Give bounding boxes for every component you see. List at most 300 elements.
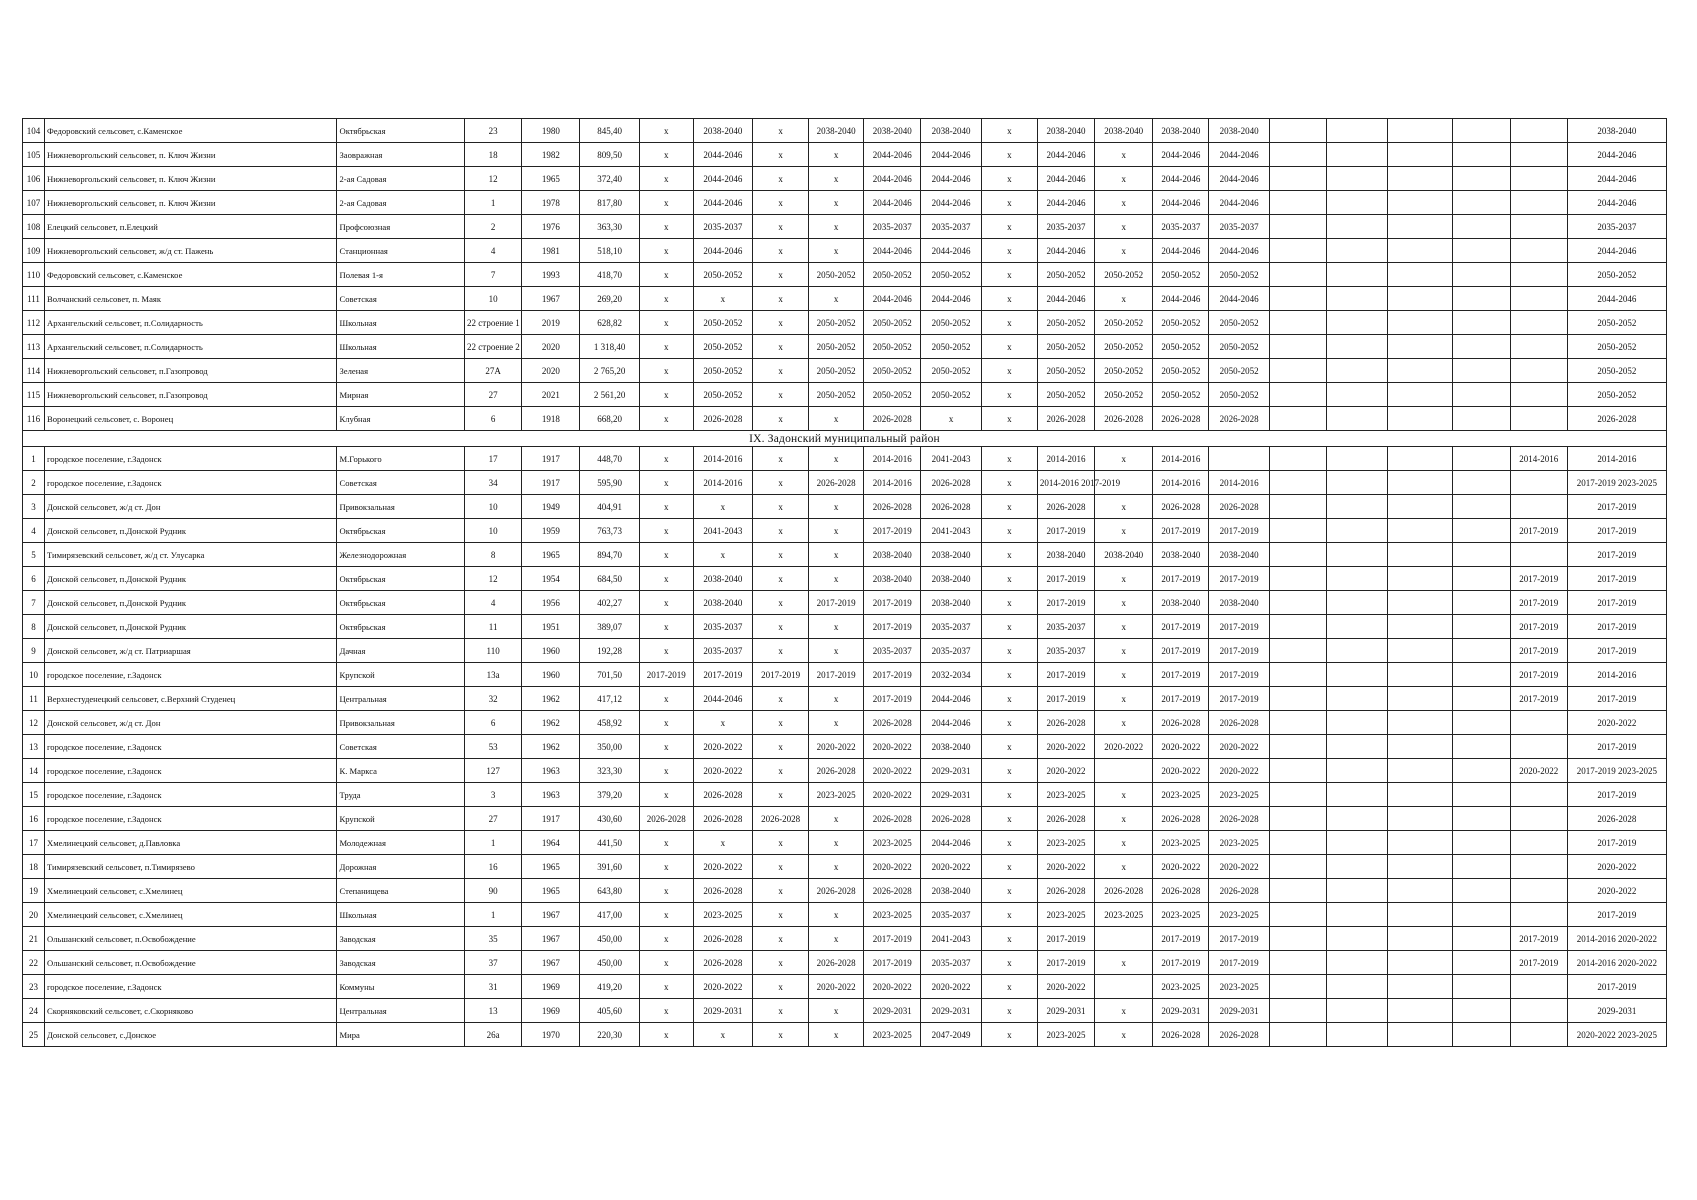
period-cell: 2020-2022 <box>1037 759 1094 783</box>
street-cell: Привокзальная <box>337 711 465 735</box>
period-cell: х <box>639 975 693 999</box>
row-number: 105 <box>23 143 45 167</box>
table-row <box>23 687 1667 711</box>
period-cell: 2026-2028 <box>1209 711 1269 735</box>
year-cell: 1978 <box>522 191 580 215</box>
year-cell: 1969 <box>522 975 580 999</box>
year-cell: 1969 <box>522 999 580 1023</box>
period-cell <box>1510 335 1567 359</box>
period-cell <box>1327 543 1387 567</box>
period-cell <box>1387 143 1453 167</box>
period-cell: 2017-2019 <box>1037 519 1094 543</box>
period-cell: х <box>981 783 1037 807</box>
period-cell: 2050-2052 <box>921 383 981 407</box>
period-cell: х <box>981 735 1037 759</box>
table-row <box>23 287 1667 311</box>
period-cell: 2023-2025 <box>1095 903 1153 927</box>
period-cell: 2017-2019 <box>1037 687 1094 711</box>
period-cell <box>1387 639 1453 663</box>
period-cell: 2017-2019 <box>1209 687 1269 711</box>
period-cell <box>1269 951 1326 975</box>
period-cell: 2014-2016 <box>693 471 752 495</box>
period-cell <box>1327 215 1387 239</box>
period-cell: 2017-2019 <box>639 663 693 687</box>
period-cell <box>1269 471 1326 495</box>
period-cell: 2038-2040 <box>1037 119 1094 143</box>
street-cell: Советская <box>337 735 465 759</box>
period-cell: 2020-2022 <box>921 975 981 999</box>
house-cell: 37 <box>465 951 522 975</box>
period-cell: 2017-2019 <box>1153 567 1209 591</box>
period-cell: х <box>753 335 809 359</box>
street-cell: Станционная <box>337 239 465 263</box>
area-cell: 450,00 <box>580 951 639 975</box>
period-cell <box>1269 215 1326 239</box>
period-cell <box>1327 975 1387 999</box>
area-cell: 418,70 <box>580 263 639 287</box>
period-cell: 2050-2052 <box>1095 335 1153 359</box>
period-cell <box>1327 239 1387 263</box>
period-cell <box>1453 287 1510 311</box>
period-cell: 2017-2019 <box>1567 903 1666 927</box>
table-body-top <box>23 119 1667 431</box>
period-cell: х <box>639 239 693 263</box>
address-cell: городское поселение, г.Задонск <box>44 807 337 831</box>
year-cell: 1993 <box>522 263 580 287</box>
table-row <box>23 615 1667 639</box>
period-cell: х <box>639 471 693 495</box>
period-cell: 2017-2019 <box>1510 591 1567 615</box>
house-cell: 1 <box>465 903 522 927</box>
period-cell <box>1327 311 1387 335</box>
period-cell: 2038-2040 <box>864 119 921 143</box>
house-cell: 6 <box>465 407 522 431</box>
period-cell: 2023-2025 <box>1037 903 1094 927</box>
table-row <box>23 855 1667 879</box>
period-cell <box>1269 879 1326 903</box>
period-cell: 2044-2046 <box>1037 167 1094 191</box>
period-cell <box>1327 263 1387 287</box>
period-cell <box>1269 855 1326 879</box>
address-cell: Хмелинецкий сельсовет, с.Хмелинец <box>44 879 337 903</box>
period-cell: 2014-2016 <box>1153 447 1209 471</box>
period-cell <box>1327 735 1387 759</box>
period-cell: 2026-2028 <box>1209 879 1269 903</box>
year-cell: 2021 <box>522 383 580 407</box>
period-cell: 2050-2052 <box>864 359 921 383</box>
period-cell: 2020-2022 <box>864 759 921 783</box>
period-cell <box>1387 567 1453 591</box>
period-cell: х <box>981 359 1037 383</box>
row-number: 107 <box>23 191 45 215</box>
period-cell: х <box>1095 215 1153 239</box>
period-cell: х <box>809 407 864 431</box>
period-cell: 2014-2016 <box>864 471 921 495</box>
period-cell: х <box>809 567 864 591</box>
period-cell: 2050-2052 <box>864 383 921 407</box>
period-cell <box>1510 735 1567 759</box>
period-cell: х <box>1095 615 1153 639</box>
period-cell: х <box>809 615 864 639</box>
year-cell: 1960 <box>522 639 580 663</box>
row-number: 108 <box>23 215 45 239</box>
address-cell: Хмелинецкий сельсовет, с.Хмелинец <box>44 903 337 927</box>
row-number: 9 <box>23 639 45 663</box>
period-cell: 2020-2022 <box>864 735 921 759</box>
period-cell <box>1510 831 1567 855</box>
area-cell: 628,82 <box>580 311 639 335</box>
year-cell: 1964 <box>522 831 580 855</box>
period-cell: 2038-2040 <box>1153 591 1209 615</box>
row-number: 113 <box>23 335 45 359</box>
period-cell: х <box>981 879 1037 903</box>
period-cell: х <box>753 687 809 711</box>
address-cell: городское поселение, г.Задонск <box>44 759 337 783</box>
period-cell: 2050-2052 <box>809 335 864 359</box>
period-cell: х <box>639 519 693 543</box>
period-cell: 2044-2046 <box>1209 167 1269 191</box>
period-cell: 2023-2025 <box>1037 1023 1094 1047</box>
area-cell: 448,70 <box>580 447 639 471</box>
period-cell: 2017-2019 <box>1567 975 1666 999</box>
period-cell: 2017-2019 <box>1510 519 1567 543</box>
period-cell <box>1327 471 1387 495</box>
house-cell: 4 <box>465 239 522 263</box>
period-cell: 2038-2040 <box>921 879 981 903</box>
period-cell: х <box>809 711 864 735</box>
house-cell: 6 <box>465 711 522 735</box>
period-cell: 2026-2028 <box>1209 807 1269 831</box>
period-cell: х <box>639 999 693 1023</box>
period-cell <box>1453 311 1510 335</box>
section-row <box>23 431 1667 447</box>
period-cell: 2014-2016 2020-2022 <box>1567 951 1666 975</box>
period-cell: 2023-2025 <box>864 903 921 927</box>
period-cell <box>1510 999 1567 1023</box>
period-cell: 2032-2034 <box>921 663 981 687</box>
period-cell: х <box>639 383 693 407</box>
house-cell: 12 <box>465 167 522 191</box>
period-cell: 2050-2052 <box>693 359 752 383</box>
period-cell <box>1510 287 1567 311</box>
period-cell: 2050-2052 <box>921 311 981 335</box>
period-cell: 2035-2037 <box>1567 215 1666 239</box>
table-row <box>23 167 1667 191</box>
period-cell: х <box>753 951 809 975</box>
period-cell: 2017-2019 2023-2025 <box>1567 471 1666 495</box>
period-cell: 2026-2028 <box>693 807 752 831</box>
period-cell: 2050-2052 <box>1209 263 1269 287</box>
year-cell: 1917 <box>522 447 580 471</box>
period-cell: х <box>753 191 809 215</box>
period-cell: 2026-2028 <box>809 951 864 975</box>
period-cell: 2044-2046 <box>1037 239 1094 263</box>
period-cell: х <box>1095 447 1153 471</box>
period-cell: 2014-2016 <box>693 447 752 471</box>
period-cell: х <box>981 711 1037 735</box>
period-cell: 2029-2031 <box>921 999 981 1023</box>
period-cell <box>1453 807 1510 831</box>
period-cell: 2050-2052 <box>1037 335 1094 359</box>
area-cell: 450,00 <box>580 927 639 951</box>
period-cell <box>1453 927 1510 951</box>
period-cell: х <box>981 591 1037 615</box>
period-cell: 2026-2028 <box>693 879 752 903</box>
period-cell: 2035-2037 <box>864 215 921 239</box>
period-cell <box>1453 663 1510 687</box>
period-cell: 2017-2019 <box>1209 519 1269 543</box>
period-cell <box>1453 447 1510 471</box>
period-cell: 2026-2028 <box>1153 807 1209 831</box>
area-cell: 363,30 <box>580 215 639 239</box>
period-cell: 2020-2022 <box>693 735 752 759</box>
period-cell <box>1327 407 1387 431</box>
period-cell: х <box>693 1023 752 1047</box>
period-cell <box>1327 567 1387 591</box>
period-cell: 2044-2046 <box>921 287 981 311</box>
period-cell: 2017-2019 <box>1037 927 1094 951</box>
period-cell <box>1269 807 1326 831</box>
period-cell <box>1453 567 1510 591</box>
period-cell: 2035-2037 <box>693 639 752 663</box>
year-cell: 1980 <box>522 119 580 143</box>
period-cell: 2050-2052 <box>809 383 864 407</box>
house-cell: 10 <box>465 287 522 311</box>
period-cell: х <box>809 239 864 263</box>
row-number: 10 <box>23 663 45 687</box>
address-cell: городское поселение, г.Задонск <box>44 471 337 495</box>
period-cell <box>1453 711 1510 735</box>
period-cell: х <box>981 855 1037 879</box>
period-cell: 2044-2046 <box>1209 287 1269 311</box>
row-number: 21 <box>23 927 45 951</box>
period-cell: 2020-2022 <box>1209 855 1269 879</box>
row-number: 16 <box>23 807 45 831</box>
table-row <box>23 567 1667 591</box>
period-cell: 2050-2052 <box>1153 335 1209 359</box>
period-cell: 2026-2028 <box>864 879 921 903</box>
period-cell: 2029-2031 <box>864 999 921 1023</box>
period-cell: х <box>981 615 1037 639</box>
period-cell: 2017-2019 <box>1567 567 1666 591</box>
period-cell <box>1453 903 1510 927</box>
address-cell: Нижневоргольский сельсовет, п.Газопровод <box>44 359 337 383</box>
area-cell: 701,50 <box>580 663 639 687</box>
period-cell: х <box>981 519 1037 543</box>
street-cell: 2-ая Садовая <box>337 167 465 191</box>
period-cell: 2023-2025 <box>1209 783 1269 807</box>
period-cell: 2014-2016 2017-2019 <box>1037 471 1094 495</box>
address-cell: Воронецкий сельсовет, с. Воронец <box>44 407 337 431</box>
period-cell: 2017-2019 <box>809 663 864 687</box>
row-number: 106 <box>23 167 45 191</box>
period-cell: х <box>639 263 693 287</box>
period-cell: х <box>1095 567 1153 591</box>
period-cell: 2020-2022 <box>1209 735 1269 759</box>
year-cell: 1959 <box>522 519 580 543</box>
period-cell: х <box>981 263 1037 287</box>
house-cell: 127 <box>465 759 522 783</box>
period-cell <box>1510 167 1567 191</box>
period-cell <box>1510 495 1567 519</box>
period-cell: 2026-2028 <box>1153 711 1209 735</box>
period-cell <box>1453 239 1510 263</box>
street-cell: Заовражная <box>337 143 465 167</box>
period-cell: 2044-2046 <box>921 143 981 167</box>
table-row <box>23 951 1667 975</box>
period-cell: 2044-2046 <box>693 167 752 191</box>
address-cell: Донской сельсовет, п.Донской Рудник <box>44 519 337 543</box>
period-cell <box>1453 615 1510 639</box>
year-cell: 1949 <box>522 495 580 519</box>
period-cell <box>1269 311 1326 335</box>
period-cell: х <box>639 119 693 143</box>
area-cell: 1 318,40 <box>580 335 639 359</box>
period-cell <box>1453 831 1510 855</box>
period-cell: 2044-2046 <box>1037 191 1094 215</box>
period-cell <box>1269 447 1326 471</box>
period-cell: 2026-2028 <box>693 951 752 975</box>
document-sheet <box>22 118 1667 1047</box>
period-cell: 2020-2022 <box>1153 735 1209 759</box>
period-cell: х <box>981 759 1037 783</box>
house-cell: 27 <box>465 383 522 407</box>
period-cell: 2035-2037 <box>693 615 752 639</box>
period-cell <box>1453 359 1510 383</box>
year-cell: 1981 <box>522 239 580 263</box>
period-cell <box>1387 495 1453 519</box>
period-cell: х <box>981 999 1037 1023</box>
period-cell: 2026-2028 <box>639 807 693 831</box>
year-cell: 1954 <box>522 567 580 591</box>
period-cell: 2026-2028 <box>864 807 921 831</box>
period-cell: 2026-2028 <box>1037 711 1094 735</box>
street-cell: М.Горького <box>337 447 465 471</box>
street-cell: Крупской <box>337 663 465 687</box>
period-cell: 2038-2040 <box>1209 543 1269 567</box>
table-row <box>23 495 1667 519</box>
house-cell: 90 <box>465 879 522 903</box>
house-cell: 7 <box>465 263 522 287</box>
period-cell: 2020-2022 <box>864 855 921 879</box>
area-cell: 441,50 <box>580 831 639 855</box>
period-cell: 2050-2052 <box>1095 311 1153 335</box>
period-cell: 2026-2028 <box>1567 807 1666 831</box>
period-cell: х <box>639 687 693 711</box>
period-cell: х <box>639 639 693 663</box>
period-cell: 2026-2028 <box>1095 879 1153 903</box>
period-cell: 2020-2022 <box>1037 735 1094 759</box>
period-cell: 2044-2046 <box>1153 167 1209 191</box>
address-cell: Федоровский сельсовет, с.Каменское <box>44 119 337 143</box>
year-cell: 1962 <box>522 735 580 759</box>
period-cell: 2050-2052 <box>1567 383 1666 407</box>
period-cell: 2017-2019 <box>1153 615 1209 639</box>
period-cell: 2050-2052 <box>693 263 752 287</box>
year-cell: 1967 <box>522 287 580 311</box>
period-cell: 2026-2028 <box>1037 407 1094 431</box>
period-cell: 2017-2019 <box>1510 951 1567 975</box>
period-cell: х <box>1095 663 1153 687</box>
table-row <box>23 879 1667 903</box>
period-cell <box>1453 119 1510 143</box>
period-cell: 2020-2022 <box>809 975 864 999</box>
address-cell: городское поселение, г.Задонск <box>44 735 337 759</box>
period-cell <box>1269 119 1326 143</box>
period-cell: 2023-2025 <box>1209 975 1269 999</box>
period-cell: х <box>753 639 809 663</box>
period-cell <box>1269 975 1326 999</box>
period-cell: 2014-2016 2020-2022 <box>1567 927 1666 951</box>
area-cell: 269,20 <box>580 287 639 311</box>
period-cell: 2017-2019 <box>1567 591 1666 615</box>
period-cell: х <box>753 383 809 407</box>
period-cell <box>1327 999 1387 1023</box>
period-cell <box>1269 735 1326 759</box>
row-number: 114 <box>23 359 45 383</box>
address-cell: Хмелинецкий сельсовет, д.Павловка <box>44 831 337 855</box>
period-cell: 2026-2028 <box>693 783 752 807</box>
period-cell: х <box>753 495 809 519</box>
period-cell: 2038-2040 <box>1095 119 1153 143</box>
period-cell: 2020-2022 <box>864 783 921 807</box>
address-cell: Донской сельсовет, ж/д ст. Патриаршая <box>44 639 337 663</box>
period-cell: 2044-2046 <box>1037 287 1094 311</box>
period-cell: 2050-2052 <box>1095 383 1153 407</box>
period-cell <box>1453 639 1510 663</box>
period-cell <box>1327 191 1387 215</box>
period-cell: 2017-2019 <box>1209 663 1269 687</box>
street-cell: Дачная <box>337 639 465 663</box>
period-cell: х <box>693 543 752 567</box>
year-cell: 1956 <box>522 591 580 615</box>
street-cell: Дорожная <box>337 855 465 879</box>
period-cell <box>1269 143 1326 167</box>
period-cell: х <box>981 831 1037 855</box>
period-cell <box>1387 951 1453 975</box>
period-cell: 2017-2019 <box>1153 951 1209 975</box>
house-cell: 2 <box>465 215 522 239</box>
period-cell: 2038-2040 <box>921 567 981 591</box>
period-cell: х <box>981 119 1037 143</box>
street-cell: Мирная <box>337 383 465 407</box>
period-cell: 2017-2019 <box>1209 927 1269 951</box>
period-cell: 2044-2046 <box>1037 143 1094 167</box>
period-cell: х <box>1095 999 1153 1023</box>
table-row <box>23 311 1667 335</box>
period-cell: х <box>981 903 1037 927</box>
period-cell <box>1327 687 1387 711</box>
period-cell <box>1327 807 1387 831</box>
period-cell <box>1387 663 1453 687</box>
period-cell: 2017-2019 <box>1209 615 1269 639</box>
period-cell <box>1453 687 1510 711</box>
table-row <box>23 759 1667 783</box>
period-cell: х <box>981 215 1037 239</box>
period-cell: 2044-2046 <box>1209 239 1269 263</box>
period-cell <box>1269 831 1326 855</box>
street-cell: Клубная <box>337 407 465 431</box>
street-cell: Степанищева <box>337 879 465 903</box>
period-cell: 2023-2025 <box>1209 903 1269 927</box>
period-cell <box>1327 143 1387 167</box>
period-cell: 2017-2019 <box>1209 639 1269 663</box>
row-number: 13 <box>23 735 45 759</box>
house-cell: 10 <box>465 495 522 519</box>
period-cell <box>1269 759 1326 783</box>
street-cell: Школьная <box>337 335 465 359</box>
street-cell: Железнодорожная <box>337 543 465 567</box>
